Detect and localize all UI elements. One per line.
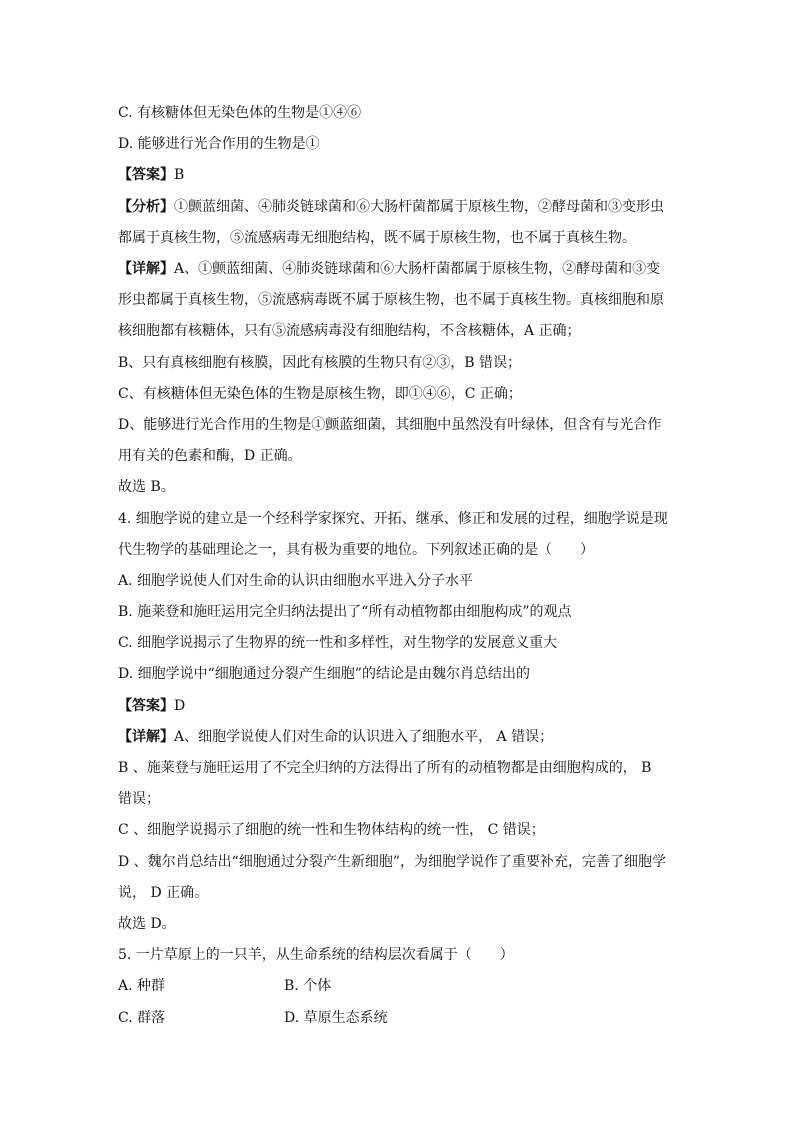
q3-analysis-line-2: 都属于真核生物，⑤流感病毒无细胞结构，既不属于原核生物，也不属于真核生物。	[118, 230, 636, 246]
analysis-label: 【分析】	[118, 199, 174, 215]
detail-label: 【详解】	[118, 729, 174, 745]
q3-option-d: D. 能够进行光合作用的生物是①	[118, 136, 320, 152]
q3-detail-line-3: 核细胞都有核糖体，只有⑤流感病毒没有细胞结构，不含核糖体，A 正确；	[118, 323, 581, 339]
q4-detail-line-5: D 、魏尔肖总结出“细胞通过分裂产生新细胞”，为细胞学说作了重要补充，完善了细胞学	[118, 854, 666, 870]
q3-detail-line-4: B、只有真核细胞有核膜，因此有核膜的生物只有②③，B 错误；	[118, 355, 522, 371]
q3-detail-line-5: C、有核糖体但无染色体的生物是原核生物，即①④⑥，C 正确；	[118, 386, 522, 402]
q5-option-a: A. 种群	[118, 978, 166, 994]
q4-option-d: D. 细胞学说中“细胞通过分裂产生细胞”的结论是由魏尔肖总结出的	[118, 666, 530, 682]
q4-detail-line-4: C 、细胞学说揭示了细胞的统一性和生物体结构的统一性， C 错误；	[118, 822, 545, 838]
q3-detail-line-1	[118, 259, 678, 279]
detail-text: A、细胞学说使人们对生命的认识进入了细胞水平， A 错误；	[174, 729, 554, 745]
q4-answer	[118, 696, 678, 716]
detail-label: 【详解】	[118, 261, 174, 277]
answer-label: 【答案】	[118, 167, 174, 183]
answer-value: D	[174, 698, 186, 714]
q3-detail-line-6: D、能够进行光合作用的生物是①颤蓝细菌，其细胞中虽然没有叶绿体，但含有与光合作	[118, 417, 662, 433]
q4-option-a: A. 细胞学说使人们对生命的认识由细胞水平进入分子水平	[118, 573, 474, 589]
q4-stem-line-2: 代生物学的基础理论之一，具有极为重要的地位。下列叙述正确的是（ ）	[118, 542, 594, 558]
detail-text: A、①颤蓝细菌、④肺炎链球菌和⑥大肠杆菌都属于原核生物，②酵母菌和③变	[174, 261, 661, 277]
q3-detail-line-2: 形虫都属于真核生物，⑤流感病毒既不属于原核生物，也不属于真核生物。真核细胞和原	[118, 292, 664, 308]
q4-stem-line-1: 4. 细胞学说的建立是一个经科学家探究、开拓、继承、修正和发展的过程，细胞学说是现	[118, 511, 668, 527]
q4-conclusion: 故选 D。	[118, 916, 176, 932]
q4-option-c: C. 细胞学说揭示了生物界的统一性和多样性，对生物学的发展意义重大	[118, 635, 558, 651]
q5-stem: 5. 一片草原上的一只羊，从生命系统的结构层次看属于（ ）	[118, 947, 514, 963]
answer-label: 【答案】	[118, 698, 174, 714]
q4-detail-line-3: 错误；	[118, 791, 160, 807]
answer-value: B	[174, 167, 185, 183]
q4-detail-line-1	[118, 727, 678, 747]
q5-option-b: B. 个体	[284, 978, 332, 994]
q3-analysis-line-1	[118, 197, 678, 217]
q4-detail-line-2: B 、施莱登与施旺运用了不完全归纳的方法得出了所有的动植物都是由细胞构成的， B	[118, 760, 652, 776]
q3-detail-line-7: 用有关的色素和酶，D 正确。	[118, 448, 302, 464]
q4-option-b: B. 施莱登和施旺运用完全归纳法提出了“所有动植物都由细胞构成”的观点	[118, 604, 572, 620]
q3-conclusion: 故选 B。	[118, 479, 175, 495]
q3-option-c: C. 有核糖体但无染色体的生物是①④⑥	[118, 105, 362, 121]
q4-detail-line-6: 说， D 正确。	[118, 885, 209, 901]
analysis-text: ①颤蓝细菌、④肺炎链球菌和⑥大肠杆菌都属于原核生物，②酵母菌和③变形虫	[174, 199, 664, 215]
q5-option-c: C. 群落	[118, 1010, 166, 1026]
q3-answer	[118, 165, 678, 185]
q5-option-d: D. 草原生态系统	[284, 1010, 388, 1026]
